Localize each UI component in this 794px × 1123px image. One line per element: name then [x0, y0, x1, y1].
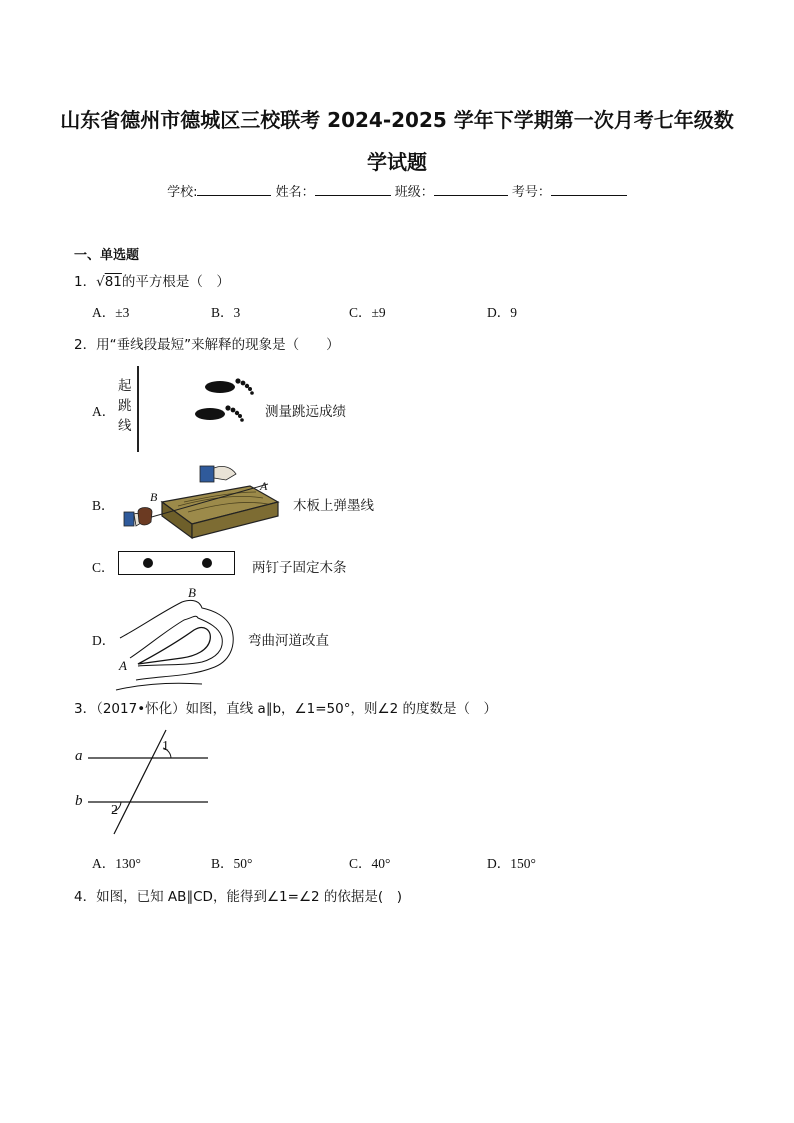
q2-option-d-caption: 弯曲河道改直 — [248, 633, 329, 649]
question-4-text: 4．如图，已知 AB∥CD，能得到∠1=∠2 的依据是( ) — [74, 889, 402, 905]
page-title-line2: 学试题 — [367, 150, 427, 174]
q1-option-c[interactable]: C．±9 — [349, 305, 386, 320]
nail-icon — [143, 558, 153, 568]
q2-option-b-letter[interactable]: B． — [92, 498, 115, 513]
footprints-icon — [190, 372, 260, 428]
q2-option-c-letter[interactable]: C． — [92, 560, 115, 575]
q2-option-c-caption: 两钉子固定木条 — [252, 560, 347, 576]
page-title-line1: 山东省德州市德城区三校联考 2024-2025 学年下学期第一次月考七年级数 — [60, 108, 734, 132]
q2-option-b-caption: 木板上弹墨线 — [293, 498, 374, 514]
angle-2-label: 2 — [111, 803, 118, 818]
question-1-text: 的平方根是（ ） — [121, 274, 230, 290]
q1-option-d[interactable]: D．9 — [487, 305, 517, 320]
parallel-lines-figure — [70, 726, 215, 838]
wood-strip — [118, 551, 235, 575]
question-3-text: 3．（2017•怀化）如图，直线 a∥b，∠1=50°，则∠2 的度数是（ ） — [74, 701, 497, 717]
q1-option-b[interactable]: B．3 — [211, 305, 241, 320]
class-label: 班级： — [394, 185, 434, 200]
q2-option-d-point-b: B — [188, 585, 196, 600]
takeoff-line — [137, 366, 139, 452]
section-heading-single-choice: 一、单选题 — [74, 248, 140, 263]
school-label: 学校: — [167, 185, 198, 200]
question-1 — [74, 270, 230, 290]
exam-number-label: 考号： — [511, 185, 551, 200]
q2-option-d-letter[interactable]: D． — [92, 633, 116, 648]
nail-icon — [202, 558, 212, 568]
q3-option-c[interactable]: C．40° — [349, 856, 391, 871]
winding-river-icon — [112, 596, 242, 692]
question-1-radicand: 81 — [104, 274, 122, 290]
name-label: 姓名： — [275, 185, 315, 200]
q2-option-b-point-b: B — [150, 490, 158, 504]
exam-number-blank[interactable] — [551, 183, 627, 196]
sqrt-symbol-icon: √ — [96, 274, 105, 290]
q2-option-b-point-a: A — [260, 479, 268, 493]
q3-option-b[interactable]: B．50° — [211, 856, 253, 871]
school-blank[interactable] — [197, 183, 271, 196]
q3-option-a[interactable]: A．130° — [92, 856, 141, 871]
line-a-label: a — [75, 748, 83, 764]
question-1-number: 1． — [74, 274, 97, 290]
class-blank[interactable] — [434, 183, 508, 196]
q2-option-a-caption: 测量跳远成绩 — [265, 404, 346, 420]
takeoff-line-label: 起 跳 线 — [118, 378, 132, 434]
q1-option-a[interactable]: A．±3 — [92, 305, 130, 320]
q3-option-d[interactable]: D．150° — [487, 856, 536, 871]
line-b-label: b — [75, 793, 83, 809]
student-info-line — [0, 181, 794, 200]
name-blank[interactable] — [315, 183, 391, 196]
q2-option-d-point-a: A — [119, 658, 127, 673]
angle-1-label: 1 — [162, 739, 169, 754]
question-2-text: 2．用“垂线段最短”来解释的现象是（ ） — [74, 337, 340, 353]
wooden-board-ink-line-icon — [118, 458, 290, 544]
q2-option-a-letter[interactable]: A． — [92, 404, 116, 419]
